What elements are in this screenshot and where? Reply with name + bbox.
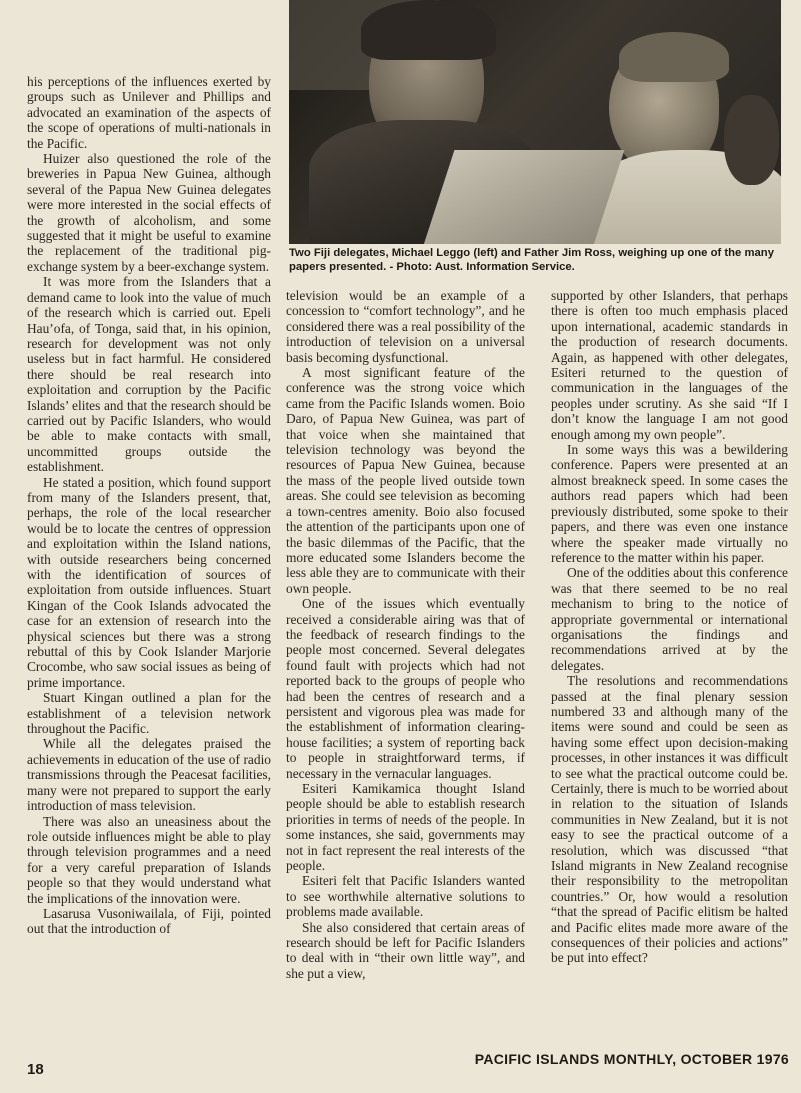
photo-caption: Two Fiji delegates, Michael Leggo (left) and Father Jim Ross, weighing up one of the many papers presented. - Photo: Aust. Information Service.	[289, 247, 774, 273]
photo-two-fiji-delegates	[289, 0, 781, 244]
article-paragraph: While all the delegates praised the achievements in education of the use of radio transmissions through the Peacesat facilities, many were not prepared to support the early introduction of mass television.	[27, 736, 271, 814]
article-paragraph: supported by other Islanders, that perhaps there is often too much emphasis placed upon international, academic standards in the production of research documents. Again, as happened with other delegates, Esiteri returned to the question of communication in the languages of the peoples under scrutiny. As she said “If I don’t know the language I am not good enough among my own people”.	[551, 288, 788, 442]
article-paragraph: A most significant feature of the conference was the strong voice which came from the Pacific Islands women. Boio Daro, of Papua New Guinea, was part of that voice when she maintained that television technology was beyond the resources of Papua New Guinea, because the mass of the people lived outside town areas. She could see television as becoming a town-centres amenity. Boio also focused the attention of the participants upon one of the basic dilemmas of the Pacific, that the more educated some Islanders become the less able they are to communicate with their own people.	[286, 365, 525, 596]
running-footer: PACIFIC ISLANDS MONTHLY, OCTOBER 1976	[474, 1051, 789, 1067]
page-number: 18	[27, 1061, 44, 1078]
article-paragraph: television would be an example of a concession to “comfort technology”, and he considered there was a real possibility of the introduction of television on a universal basis becoming dysfunctional.	[286, 288, 525, 365]
article-paragraph: Esiteri felt that Pacific Islanders wanted to see worthwhile alternative solutions to problems made available.	[286, 873, 525, 920]
photo-right-figure-hair	[619, 32, 729, 82]
text-column-2	[286, 288, 525, 1050]
article-paragraph: Stuart Kingan outlined a plan for the establishment of a television network throughout the Pacific.	[27, 690, 271, 737]
article-paragraph: his perceptions of the influences exerted by groups such as Unilever and Phillips and advocated an examination of the aspects of the scope of operations of multi-nationals in the Pacific.	[27, 74, 271, 151]
article-paragraph: The resolutions and recommendations passed at the final plenary session numbered 33 and although many of the items were sound and could be seen as having some effect upon decision-making processes, in other instances it was difficult to see what the practical outcome could be. Certainly, there is much to be worried about in relation to the situation of Islands communities in New Zealand, but it is not easy to see the practical outcome of a resolution, which was discussed “that Island migrants in New Zealand recognise their responsibility to the metropolitan countries.” Or, how would a resolution “that the spread of Pacific elitism be halted and Pacific elites made more aware of the consequences of their policies and actions” be put into effect?	[551, 673, 788, 966]
article-paragraph: Esiteri Kamikamica thought Island people should be able to establish research priorities in terms of needs of the people. In some instances, she said, governments may not in fact represent the real interests of the people.	[286, 781, 525, 874]
article-paragraph: He stated a position, which found support from many of the Islanders present, that, perhaps, the role of the local researcher would be to locate the centres of oppression and exploitation within the Island nations, with outside researchers being concerned with the identification of sources of exploitation from outside influences. Stuart Kingan of the Cook Islands advocated the case for an extension of research into the physical sciences but there was a strong rebuttal of this by Cook Islander Marjorie Crocombe, who saw social issues as being of prime importance.	[27, 474, 271, 690]
article-paragraph: Lasarusa Vusoniwailala, of Fiji, pointed out that the introduction of	[27, 905, 271, 937]
text-column-3	[551, 288, 788, 1050]
article-paragraph: Huizer also questioned the role of the breweries in Papua New Guinea, although several of the Papua New Guinea delegates were more interested in the social effects of the growth of alcoholism, and some suggested that it might be useful to examine the replacement of the traditional pig-exchange system by a beer-exchange system.	[27, 151, 271, 274]
article-paragraph: One of the oddities about this conference was that there seemed to be no real mechanism to bring to the notice of appropriate governmental or international organisations the findings and recommendations arrived at by the delegates.	[551, 565, 788, 673]
article-paragraph: It was more from the Islanders that a demand came to look into the value of much of the research which is carried out. Epeli Hau’ofa, of Tonga, said that, in his opinion, research for development was not only useless but in fact harmful. He considered there should be real research into exploitation and corruption by the Pacific Islands’ elites and that the research should be carried out by Pacific Islanders, who would be able to make contacts with small, uncommitted groups outside the establishment.	[27, 274, 271, 475]
photo-background-figure	[724, 95, 779, 185]
article-paragraph: There was also an uneasiness about the role outside influences might be able to play through television programmes and a need for a very careful preparation of Islands people so that they would understand what the implications of the innovation were.	[27, 813, 271, 906]
article-paragraph: She also considered that certain areas of research should be left for Pacific Islanders to deal with in “their own little way”, and she put a view,	[286, 919, 525, 981]
photo-paper-document	[424, 150, 625, 244]
photo-left-figure-hair	[361, 0, 496, 60]
text-column-1	[27, 74, 271, 1050]
article-paragraph: One of the issues which eventually received a considerable airing was that of the feedback of research findings to the people most concerned. Several delegates found fault with projects which had not reported back to the groups of people who had been the centres of research and a persistent and vigorous plea was made for the establishment of information clearing-house facilities; a system of reporting back to people in straightforward terms, if necessary in the vernacular languages.	[286, 596, 525, 781]
article-paragraph: In some ways this was a bewildering conference. Papers were presented at an almost breakneck speed. In some cases the authors read papers which had been previously distributed, some spoke to their papers, and there was even one instance where the speaker made virtually no reference to the matter within his paper.	[551, 442, 788, 565]
